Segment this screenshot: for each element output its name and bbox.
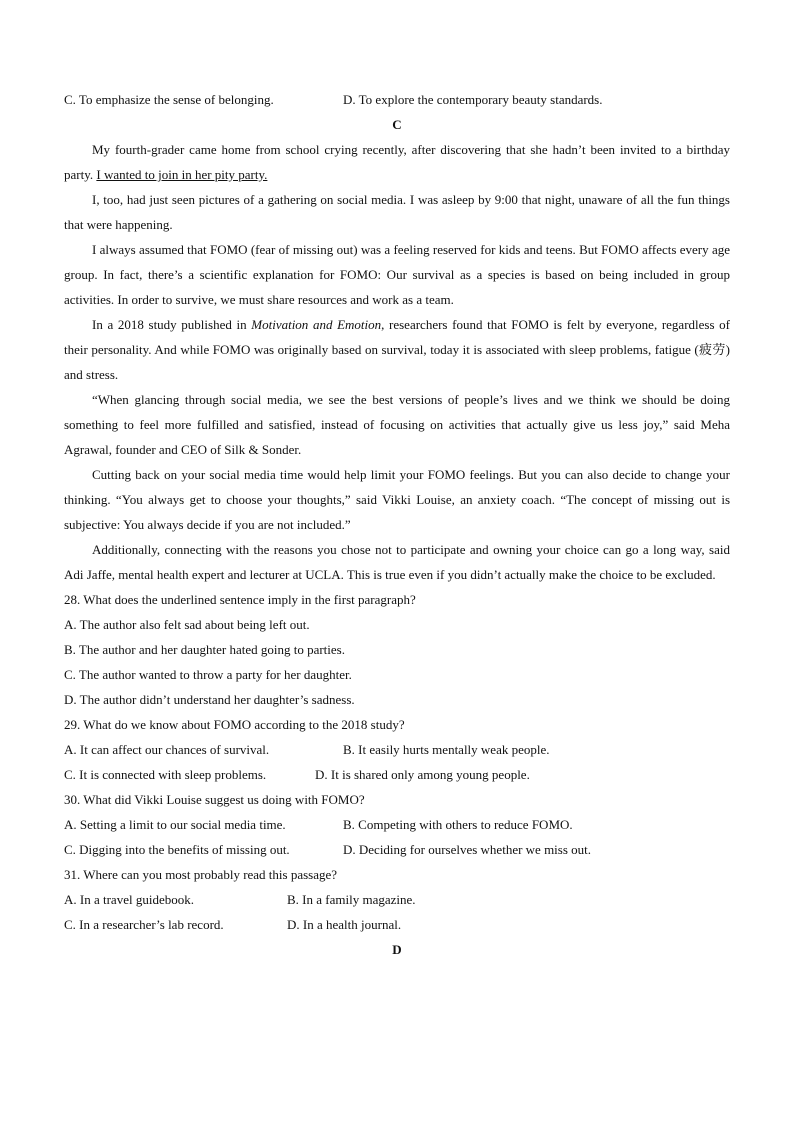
p4-text-before: In a 2018 study published in [92,317,247,332]
question-30-stem: 30. What did Vikki Louise suggest us doing with FOMO? [64,792,365,807]
prev-option-c: C. To emphasize the sense of belonging. [64,92,274,107]
p1-text: My fourth-grader came home from school crying recently, after discovering that she hadn’t been invited to a birthday party. [64,142,730,182]
passage-paragraph-3: I always assumed that FOMO (fear of missing out) was a feeling reserved for kids and teens. But FOMO affects every age group. In fact, there’s a scientific explanation for FOMO: Our survival as a species is based on being included in group activities. In order to survive, we must share resources and work as a team. [64,242,730,307]
journal-title: Motivation and Emotion [251,317,382,332]
question-31-option-a: A. In a travel guidebook. [64,892,194,907]
question-31-option-d: D. In a health journal. [287,917,402,932]
question-29-option-a: A. It can affect our chances of survival. [64,742,270,757]
question-29-option-b: B. It easily hurts mentally weak people. [343,742,550,757]
question-28-option-b: B. The author and her daughter hated going to parties. [64,642,345,657]
p4-text-after: , researchers found that FOMO is felt by everyone, regardless of their personality. And while FOMO was originally based on survival, today it is associated with sleep problems, fatigue (疲劳) and stress. [64,317,730,382]
section-d-heading: D [392,942,402,957]
passage-paragraph-6: Cutting back on your social media time would help limit your FOMO feelings. But you can also decide to change your thinking. “You always get to choose your thoughts,” said Vikki Louise, an anxiety coach. “The concept of missing out is subjective: You always decide if you are not included.” [64,467,730,532]
exam-page [64,87,730,962]
question-31-row-2 [64,912,730,937]
question-29-row-2 [64,762,730,787]
question-31-row-1 [64,887,730,912]
prev-option-d: D. To explore the contemporary beauty standards. [343,92,603,107]
passage-paragraph-1 [64,137,730,187]
question-31-option-c: C. In a researcher’s lab record. [64,917,224,932]
question-28-stem: 28. What does the underlined sentence imply in the first paragraph? [64,592,416,607]
question-30-option-a: A. Setting a limit to our social media time. [64,817,286,832]
passage-paragraph-2: I, too, had just seen pictures of a gathering on social media. I was asleep by 9:00 that night, unaware of all the fun things that were happening. [64,192,730,232]
question-29-option-c: C. It is connected with sleep problems. [64,767,267,782]
passage-paragraph-5: “When glancing through social media, we see the best versions of people’s lives and we think we should be doing something to feel more fulfilled and satisfied, instead of focusing on activities that actually give us less joy,” said Meha Agrawal, founder and CEO of Silk & Sonder. [64,392,730,457]
question-30-option-d: D. Deciding for ourselves whether we miss out. [343,842,592,857]
question-30-row-1 [64,812,730,837]
question-31-stem: 31. Where can you most probably read this passage? [64,867,338,882]
passage-paragraph-4 [64,312,730,387]
underlined-sentence: I wanted to join in her pity party. [96,167,268,182]
question-30-option-b: B. Competing with others to reduce FOMO. [343,817,573,832]
question-30-option-c: C. Digging into the benefits of missing out. [64,842,290,857]
question-28-option-d: D. The author didn’t understand her daughter’s sadness. [64,692,355,707]
question-29-stem: 29. What do we know about FOMO according to the 2018 study? [64,717,405,732]
prev-options-row [64,87,730,112]
question-28-option-c: C. The author wanted to throw a party for her daughter. [64,667,352,682]
passage-paragraph-7: Additionally, connecting with the reasons you chose not to participate and owning your choice can go a long way, said Adi Jaffe, mental health expert and lecturer at UCLA. This is true even if you didn’t actually make the choice to be excluded. [64,542,730,582]
section-c-heading: C [392,117,402,132]
question-29-row-1 [64,737,730,762]
question-31-option-b: B. In a family magazine. [287,892,416,907]
question-29-option-d: D. It is shared only among young people. [315,767,530,782]
question-28-option-a: A. The author also felt sad about being left out. [64,617,310,632]
question-30-row-2 [64,837,730,862]
